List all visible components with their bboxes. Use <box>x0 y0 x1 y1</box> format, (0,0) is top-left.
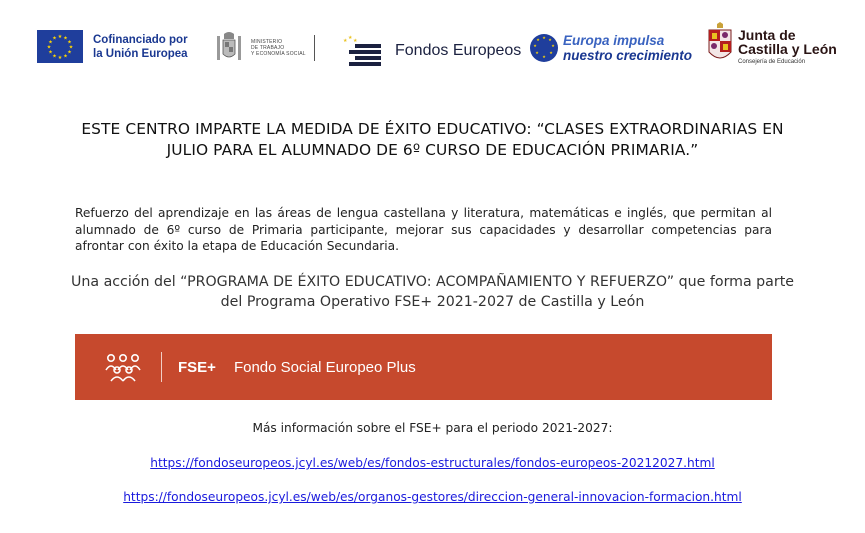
svg-text:★: ★ <box>63 35 68 42</box>
europa-impulsa-logo <box>529 30 692 66</box>
divider <box>314 35 315 61</box>
fse-plus-name: Fondo Social Europeo Plus <box>233 358 416 376</box>
people-group-icon <box>103 352 143 382</box>
organos-gestores-link[interactable]: https://fondoseuropeos.jcyl.es/web/es/organos-gestores/direccion-general-innovacion-formacion.html <box>123 490 742 504</box>
eu-logo-line2: la Unión Europea <box>93 47 188 60</box>
program-statement: Una acción del “PROGRAMA DE ÉXITO EDUCATIVO: ACOMPAÑAMIENTO Y REFUERZO” que forma parte del Programa Operativo FSE+ 2021-2027 de Castilla y León <box>70 274 794 310</box>
svg-text:★: ★ <box>551 43 555 48</box>
ministerio-line3: Y ECONOMÍA SOCIAL <box>251 51 306 57</box>
svg-text:★: ★ <box>548 37 552 42</box>
svg-text:★: ★ <box>57 55 63 61</box>
logo-header <box>0 0 865 100</box>
banner-divider <box>161 352 162 382</box>
eu-flag-icon <box>37 30 83 63</box>
svg-text:★: ★ <box>343 38 348 44</box>
svg-text:★: ★ <box>48 49 53 56</box>
more-info-text: Más información sobre el FSE+ para el periodo 2021-2027: <box>252 421 613 435</box>
fondos-europeos-mark-icon <box>343 34 387 68</box>
svg-text:★: ★ <box>535 50 539 55</box>
fondos-estructurales-link[interactable]: https://fondoseuropeos.jcyl.es/web/es/fondos-estructurales/fondos-europeos-20212027.html <box>150 456 715 470</box>
spain-crest-icon <box>213 30 245 66</box>
svg-text:★: ★ <box>67 49 72 56</box>
ministerio-logo <box>213 30 315 66</box>
svg-text:★: ★ <box>67 39 72 46</box>
ministerio-line2: DE TRABAJO <box>251 45 285 51</box>
fse-plus-label: FSE+ <box>178 358 216 376</box>
svg-text:★: ★ <box>533 43 537 48</box>
svg-text:★: ★ <box>542 35 546 40</box>
svg-text:★: ★ <box>542 54 546 59</box>
svg-text:★: ★ <box>57 34 63 40</box>
castilla-leon-shield-icon <box>707 22 733 70</box>
eu-badge-icon <box>529 30 559 66</box>
ministerio-line1: MINISTERIO <box>251 39 283 45</box>
svg-text:★: ★ <box>46 44 52 51</box>
junta-line1: Junta de <box>738 26 796 43</box>
fondos-europeos-text: Fondos Europeos <box>395 42 522 59</box>
svg-text:★: ★ <box>63 53 68 60</box>
svg-text:★: ★ <box>536 37 540 42</box>
description-paragraph: Refuerzo del aprendizaje en las áreas de lengua castellana y literatura, matemáticas e inglés, que permitan al alumnado de 6º curso de Primaria participante, mejorar sus capacidades y desarrollar competencias para afrontar con éxito la etapa de Educación Secundaria. <box>75 206 772 253</box>
svg-text:★: ★ <box>48 39 53 46</box>
fse-plus-banner <box>75 334 772 400</box>
svg-text:★: ★ <box>549 50 553 55</box>
svg-text:★: ★ <box>353 38 358 44</box>
svg-text:★: ★ <box>68 44 74 51</box>
junta-line3: Consejería de Educación <box>738 58 806 65</box>
page-title: ESTE CENTRO IMPARTE LA MEDIDA DE ÉXITO EDUCATIVO: “CLASES EXTRAORDINARIAS EN JULIO PARA EL ALUMNADO DE 6º CURSO DE EDUCACIÓN PRIMARIA.” <box>81 120 784 159</box>
fondos-europeos-logo <box>343 34 521 68</box>
junta-line2: Castilla y León <box>738 40 837 57</box>
junta-cyl-logo <box>707 22 837 70</box>
svg-text:★: ★ <box>52 53 57 60</box>
svg-text:★: ★ <box>348 35 353 41</box>
eu-cofinanced-logo <box>37 30 188 63</box>
eu-logo-line1: Cofinanciado por <box>93 33 188 46</box>
europa-impulsa-line1: Europa impulsa <box>563 33 665 48</box>
svg-text:★: ★ <box>52 35 57 42</box>
europa-impulsa-line2: nuestro crecimiento <box>563 48 693 63</box>
